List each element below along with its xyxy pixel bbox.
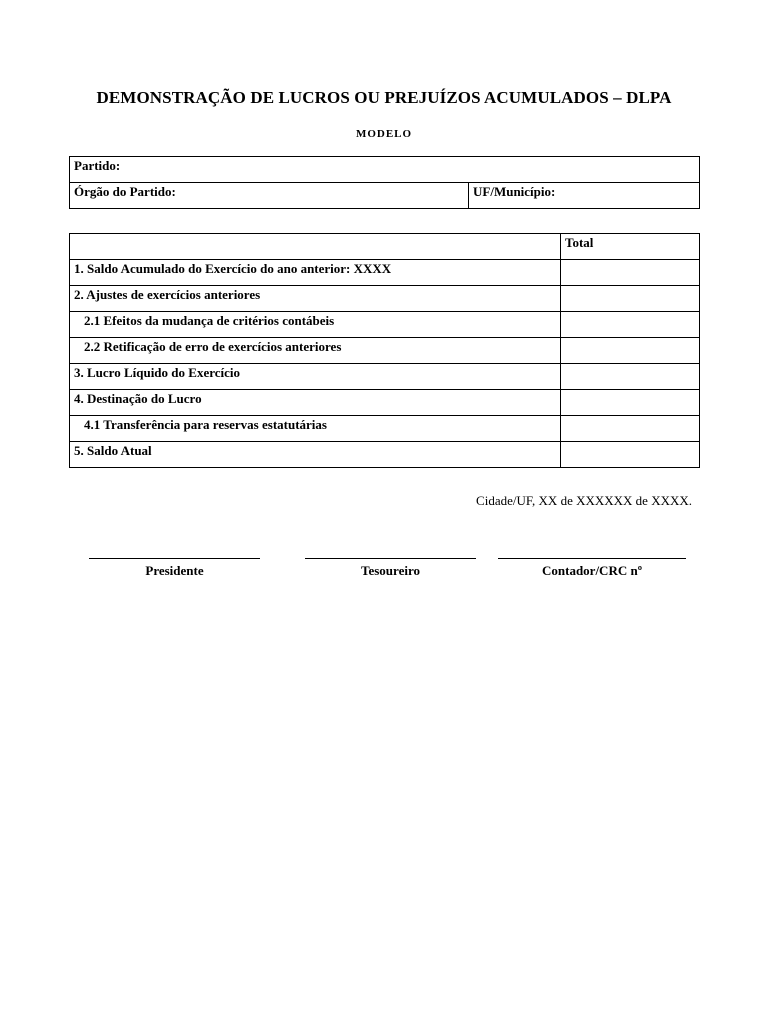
description-header (70, 234, 561, 260)
total-header: Total (561, 234, 700, 260)
signature-presidente (89, 546, 260, 579)
row-value (561, 416, 700, 442)
header-table (69, 156, 700, 209)
row-value (561, 364, 700, 390)
document-title: DEMONSTRAÇÃO DE LUCROS OU PREJUÍZOS ACUMULADOS – DLPA (96, 88, 672, 107)
table-row (70, 286, 700, 312)
signature-line (305, 558, 476, 559)
table-header-row (70, 234, 700, 260)
orgao-row (70, 183, 700, 209)
table-row (70, 364, 700, 390)
uf-municipio-label: UF/Município: (469, 183, 700, 209)
row-value (561, 338, 700, 364)
signature-line (498, 558, 686, 559)
row-label: 4.1 Transferência para reservas estatutárias (70, 416, 561, 442)
dlpa-table (69, 233, 700, 468)
row-label: 4. Destinação do Lucro (70, 390, 561, 416)
table-row (70, 260, 700, 286)
row-label: 2.2 Retificação de erro de exercícios anteriores (70, 338, 561, 364)
row-label: 3. Lucro Líquido do Exercício (70, 364, 561, 390)
signature-label: Presidente (145, 563, 204, 578)
row-value (561, 442, 700, 468)
table-row (70, 416, 700, 442)
signature-contador (498, 546, 686, 579)
document-subtitle: MODELO (355, 128, 413, 140)
row-label: 2.1 Efeitos da mudança de critérios contábeis (70, 312, 561, 338)
signature-tesoureiro (305, 546, 476, 579)
orgao-label: Órgão do Partido: (70, 183, 469, 209)
table-row (70, 338, 700, 364)
row-label: 1. Saldo Acumulado do Exercício do ano anterior: XXXX (70, 260, 561, 286)
table-row (70, 390, 700, 416)
signature-label: Contador/CRC nº (542, 563, 642, 578)
signature-label: Tesoureiro (361, 563, 420, 578)
date-line: Cidade/UF, XX de XXXXXX de XXXX. (476, 493, 692, 508)
table-row (70, 312, 700, 338)
row-value (561, 286, 700, 312)
row-value (561, 390, 700, 416)
row-value (561, 312, 700, 338)
partido-row (70, 157, 700, 183)
row-value (561, 260, 700, 286)
row-label: 2. Ajustes de exercícios anteriores (70, 286, 561, 312)
partido-label: Partido: (70, 157, 700, 183)
table-row (70, 442, 700, 468)
signature-line (89, 558, 260, 559)
row-label: 5. Saldo Atual (70, 442, 561, 468)
